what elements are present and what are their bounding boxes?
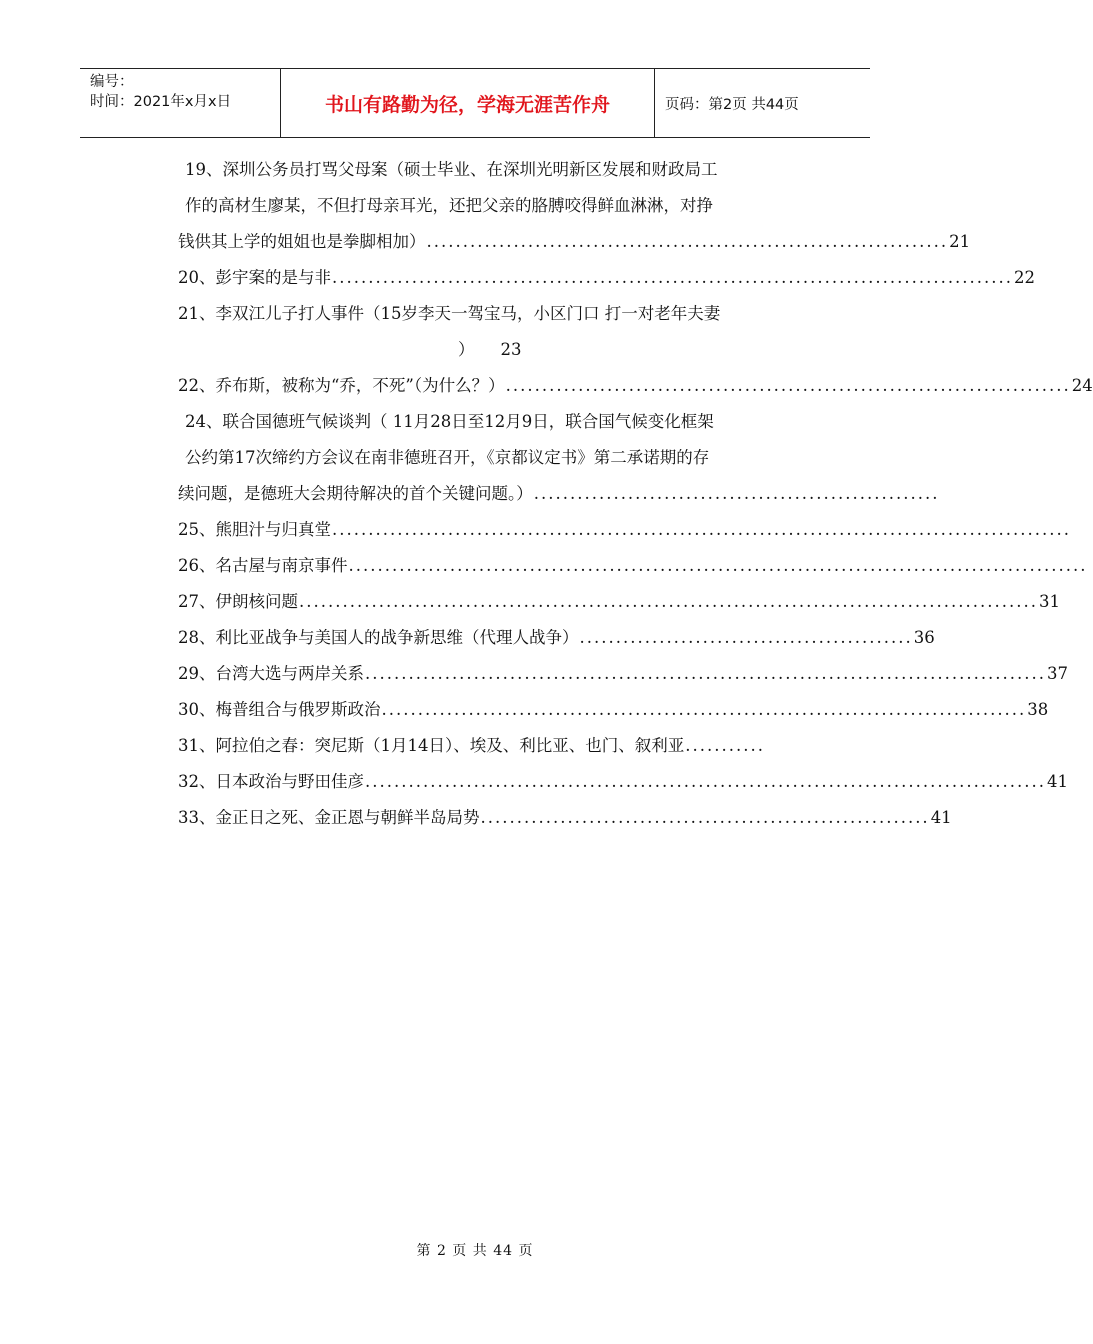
page-header (80, 68, 870, 138)
toc-leader-dots: ........................................................................ (426, 232, 949, 251)
toc-line[interactable] (178, 230, 971, 254)
toc-line[interactable] (178, 266, 1036, 290)
toc-line[interactable] (178, 662, 1069, 686)
toc-entry-text: 20、彭宇案的是与非 (178, 268, 331, 287)
toc-line[interactable] (178, 770, 1069, 794)
toc-line[interactable] (185, 410, 805, 434)
toc-line[interactable] (178, 482, 940, 506)
toc-line[interactable] (178, 698, 1049, 722)
toc-leader-dots: ...................................................................................................... (332, 520, 1071, 539)
toc-page-number: 38 (1027, 700, 1049, 719)
toc-entry-text: 29、台湾大选与两岸关系 (178, 664, 364, 683)
toc-page-number: 31 (1038, 592, 1060, 611)
toc-entry-text: 31、阿拉伯之春：突尼斯（1月14日）、埃及、利比亚、也门、叙利亚 (178, 736, 685, 755)
toc-leader-dots: .............................................................................................. (332, 268, 1014, 287)
toc-page-number: 37 (1047, 664, 1069, 683)
toc-line[interactable] (178, 590, 1060, 614)
toc-entry-text: 19、深圳公务员打骂父母案（硕士毕业、在深圳光明新区发展和财政局工 (185, 160, 718, 179)
toc-page-number: 21 (949, 232, 971, 251)
header-page-info: 页码：第2页 共44页 (665, 96, 799, 113)
toc-entry-text: 33、金正日之死、金正恩与朝鲜半岛局势 (178, 808, 480, 827)
toc-leader-dots: ......................................................................................... (381, 700, 1027, 719)
date-label: 时间：2021年x月x日 (90, 94, 232, 110)
toc-leader-dots: ...................................................................................................... (348, 556, 1088, 575)
toc-entry-text: ） (458, 340, 475, 359)
page-footer: 第 2 页 共 44 页 (416, 1243, 534, 1259)
toc-entry-text: 钱供其上学的姐姐也是拳脚相加） (178, 232, 426, 251)
toc-line[interactable] (178, 554, 1088, 578)
toc-entry-text: 续问题，是德班大会期待解决的首个关键问题。） (178, 484, 533, 503)
toc-line[interactable] (178, 806, 952, 830)
toc-line[interactable] (185, 158, 805, 182)
header-meta (80, 69, 280, 137)
toc-line[interactable] (458, 338, 538, 362)
toc-entry-text: 25、熊胆汁与归真堂 (178, 520, 331, 539)
toc-page-number: 22 (1014, 268, 1036, 287)
header-divider (654, 69, 655, 137)
toc-entry-text: 22、乔布斯，被称为“乔，不死”（为什么？） (178, 376, 505, 395)
toc-entry-text: 27、伊朗核问题 (178, 592, 298, 611)
toc-entry-text: 26、名古屋与南京事件 (178, 556, 348, 575)
toc-entry-text: 24、联合国德班气候谈判（ 11月28日至12月9日，联合国气候变化框架 (185, 412, 714, 431)
toc-line[interactable] (178, 374, 1093, 398)
toc-entry-text: 作的高材生廖某，不但打母亲耳光，还把父亲的胳膊咬得鲜血淋淋，对挣 (185, 196, 713, 215)
toc-line[interactable] (185, 194, 805, 218)
toc-leader-dots: .............................................................. (480, 808, 930, 827)
toc-leader-dots: .............................................................................................. (365, 772, 1047, 791)
toc-leader-dots: ...................................................................................................... (299, 592, 1038, 611)
toc-line[interactable] (178, 302, 808, 326)
toc-leader-dots: ........................................................ (533, 484, 940, 503)
toc-entry-text: 公约第17次缔约方会议在南非德班召开，《京都议定书》第二承诺期的存 (185, 448, 710, 467)
toc-entry-text: 28、利比亚战争与美国人的战争新思维（代理人战争） (178, 628, 579, 647)
toc-page-number: 41 (930, 808, 952, 827)
toc-line[interactable] (178, 626, 935, 650)
toc-page-number: 24 (1071, 376, 1093, 395)
toc-leader-dots: ........... (685, 736, 765, 755)
toc-line[interactable] (178, 518, 1071, 542)
toc-line[interactable] (178, 734, 806, 758)
toc-leader-dots: .............................................. (579, 628, 913, 647)
toc-leader-dots: .............................................................................. (505, 376, 1071, 395)
header-motto: 书山有路勤为径，学海无涯苦作舟 (324, 93, 610, 116)
toc-entry-text: 32、日本政治与野田佳彦 (178, 772, 364, 791)
toc-page-number: 41 (1047, 772, 1069, 791)
toc-page-number: 36 (913, 628, 935, 647)
code-label: 编号： (90, 74, 134, 90)
toc-entry-text: 30、梅普组合与俄罗斯政治 (178, 700, 381, 719)
toc-page-number: 23 (500, 340, 522, 359)
toc-leader-dots: .............................................................................................. (365, 664, 1047, 683)
toc-line[interactable] (185, 446, 805, 470)
toc-entry-text: 21、李双江儿子打人事件（15岁李天一驾宝马，小区门口 打一对老年夫妻 (178, 304, 721, 323)
